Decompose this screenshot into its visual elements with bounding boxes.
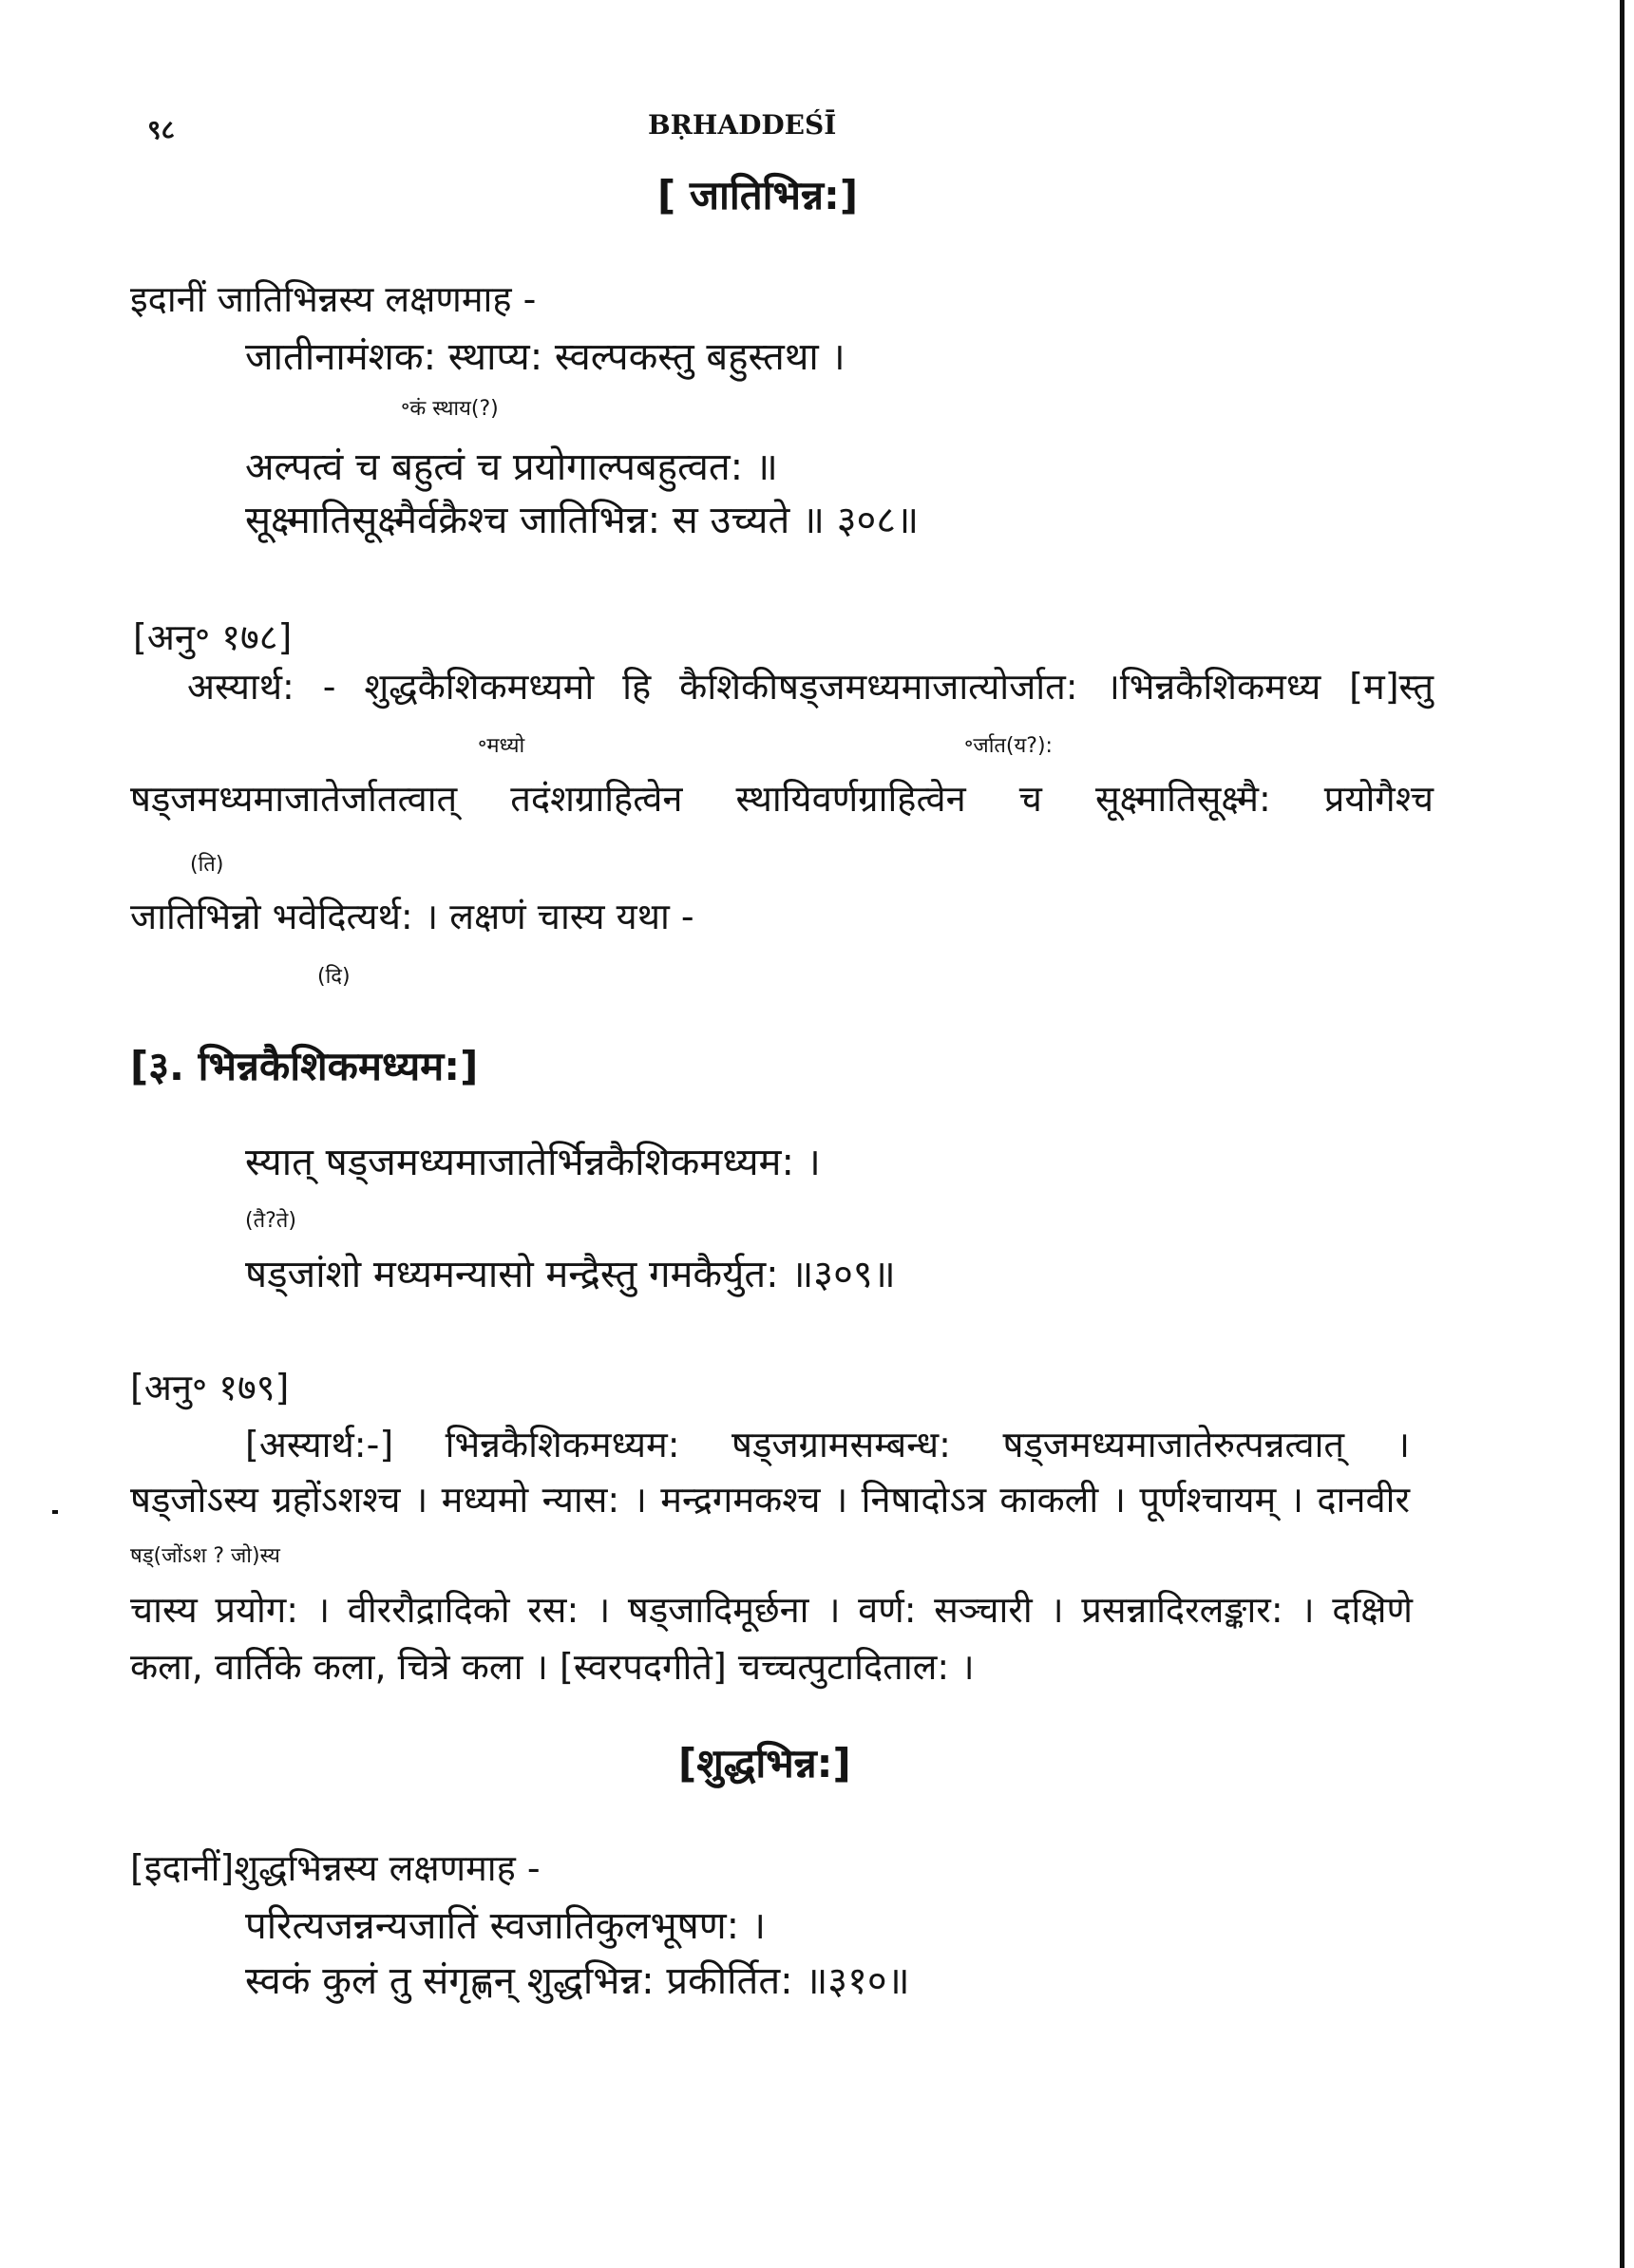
section-heading-jati: [ जातिभिन्न:]: [657, 172, 859, 218]
anu-label-178: [अनु॰ १७८]: [133, 616, 293, 658]
verse-309-line-1: स्यात् षड्जमध्यमाजातेर्भिन्नकैशिकमध्यम: ।: [245, 1141, 821, 1184]
commentary-179-line-4: कला, वार्तिके कला, चित्रे कला । [स्वरपदगीते] चच्चत्पुटादिताल: ।: [130, 1646, 975, 1688]
commentary-178-line-2: षड्जमध्यमाजातेर्जातत्वात् तदंशग्राहित्वेन स्थायिवर्णग्राहित्वेन च सूक्ष्मातिसूक्ष्मै: प्रयोगैश्च: [130, 778, 1434, 820]
commentary-178-line-1: अस्यार्थ: - शुद्धकैशिकमध्यमो हि कैशिकीषड्जमध्यमाजात्योर्जात: ।भिन्नकैशिकमध्य [म]स्तु: [187, 666, 1434, 708]
verse-309-line-2: षड्जांशो मध्यमन्यासो मन्द्रैस्तु गमकैर्युत: ॥३०९॥: [245, 1253, 896, 1296]
variant-note: षड्(जोंऽश ? जो)स्य: [130, 1544, 280, 1568]
verse-308-line-2: अल्पत्वं च बहुत्वं च प्रयोगाल्पबहुत्वत: ॥: [245, 445, 778, 489]
variant-note: ॰मध्यो: [478, 734, 525, 758]
variant-note: ॰र्जात(य?):: [964, 734, 1053, 758]
variant-note: (तै?ते): [245, 1209, 296, 1233]
commentary-179-line-3: चास्य प्रयोग: । वीररौद्रादिको रस: । षड्जादिमूर्छना । वर्ण: सञ्चारी । प्रसन्नादिरलङ्कार: । दक्षिणे: [130, 1589, 1413, 1631]
page-number: ९८: [147, 114, 176, 145]
page-edge-rule: [1620, 0, 1624, 2268]
variant-note: ॰कं स्थाय(?): [401, 397, 499, 421]
commentary-179-line-2: षड्जोऽस्य ग्रहोंऽशश्च । मध्यमो न्यास: । मन्द्रगमकश्च । निषादोऽत्र काकली । पूर्णश्चायम् । दानवीर: [130, 1479, 1410, 1521]
intro-line: इदानीं जातिभिन्नस्य लक्षणमाह -: [130, 278, 537, 320]
variant-note: (ति): [190, 853, 224, 877]
intro-line: [इदानीं]शुद्धभिन्नस्य लक्षणमाह -: [130, 1847, 541, 1889]
section-heading-shuddha: [शुद्धभिन्न:]: [678, 1740, 851, 1786]
commentary-178-line-3: जातिभिन्नो भवेदित्यर्थ: । लक्षणं चास्य यथा -: [130, 896, 694, 937]
verse-310-line-2: स्वकं कुलं तु संगृह्णन् शुद्धभिन्न: प्रकीर्तित: ॥३१०॥: [245, 1959, 910, 2003]
anu-label-179: [अनु॰ १७९]: [130, 1367, 290, 1408]
verse-308-line-3: सूक्ष्मातिसूक्ष्मैर्वक्रैश्च जातिभिन्न: स उच्यते ॥ ३०८॥: [245, 499, 920, 542]
verse-308-line-1: जातीनामंशक: स्थाप्य: स्वल्पकस्तु बहुस्तथा ।: [245, 335, 846, 379]
running-title: BṚHADDEŚĪ: [648, 109, 837, 141]
verse-310-line-1: परित्यजन्नन्यजातिं स्वजातिकुलभूषण: ।: [245, 1904, 766, 1948]
margin-mark: [52, 1510, 58, 1514]
variant-note: (दि): [317, 965, 351, 989]
commentary-179-line-1: [अस्यार्थ:-] भिन्नकैशिकमध्यम: षड्जग्रामसम्बन्ध: षड्जमध्यमाजातेरुत्पन्नत्वात् ।: [245, 1424, 1410, 1465]
section-heading-bhinna-kaishika: [३. भिन्नकैशिकमध्यम:]: [130, 1043, 479, 1089]
